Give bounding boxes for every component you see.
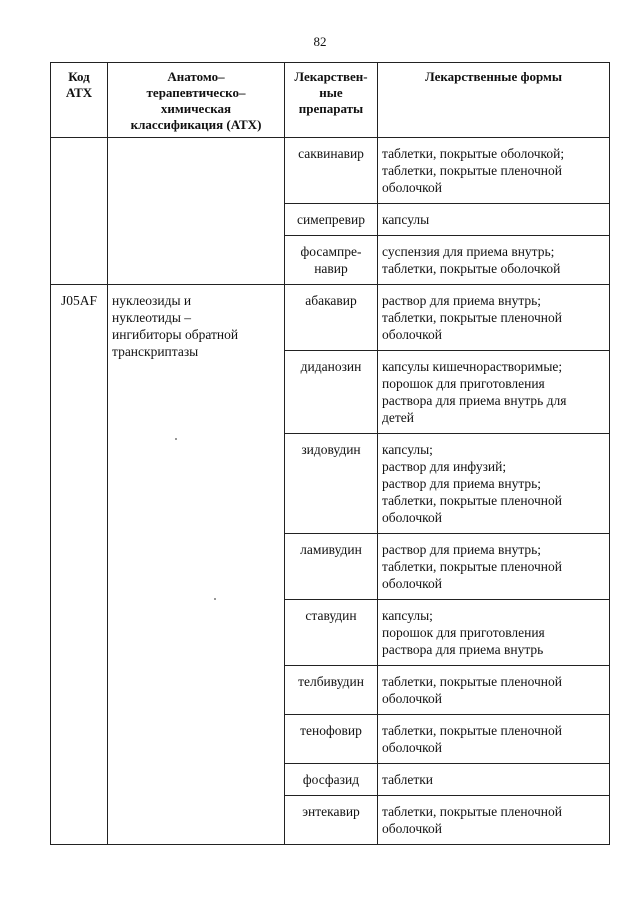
atx-code-cell [51,138,108,285]
dosage-forms-cell [378,764,610,796]
classification-cell [108,285,285,845]
drug-name-cell [285,600,378,666]
dosage-form-line: капсулы; [382,442,433,457]
classification-cell [108,138,285,285]
drug-name-line: ламивудин [300,542,362,557]
dosage-form-line: капсулы; [382,608,433,623]
dosage-form-line: таблетки, покрытые пленочной [382,723,563,738]
drug-name-cell [285,796,378,845]
dosage-forms-cell [378,796,610,845]
header-classification [108,63,285,138]
dosage-form-line: оболочкой [382,740,442,755]
drug-name-line: зидовудин [301,442,361,457]
dosage-forms-cell [378,434,610,534]
drug-name-line: энтекавир [302,804,360,819]
dosage-forms-cell [378,204,610,236]
dosage-form-line: раствор для инфузий; [382,459,507,474]
drug-name-line: тенофовир [300,723,362,738]
header-classification-line: Анатомо– [167,69,225,84]
dosage-form-line: оболочкой [382,327,442,342]
dosage-forms-cell [378,236,610,285]
dosage-form-line: раствора для приема внутрь для [382,393,567,408]
scan-speck [214,598,216,600]
header-classification-line: классификация (АТХ) [130,117,262,132]
dosage-form-line: раствора для приема внутрь [382,642,544,657]
dosage-form-line: таблетки, покрытые пленочной [382,493,563,508]
drug-name-line: симепревир [296,212,366,227]
dosage-form-line: капсулы кишечнорастворимые; [382,359,563,374]
scan-speck [175,438,177,440]
dosage-form-line: таблетки [382,772,434,787]
dosage-forms-cell [378,534,610,600]
drug-name-line: саквинавир [298,146,364,161]
header-drugs-line: Лекарствен- [294,69,368,84]
dosage-form-line: таблетки, покрытые оболочкой; [382,146,565,161]
dosage-form-line: детей [382,410,414,425]
header-classification-line: терапевтическо– [146,85,246,100]
table-body [51,138,610,845]
table-header-row [51,63,610,138]
dosage-form-line: оболочкой [382,180,442,195]
atx-code-cell: J05AF [51,285,108,845]
dosage-form-line: таблетки, покрытые пленочной [382,559,563,574]
drug-name-cell [285,764,378,796]
header-code [51,63,108,138]
dosage-form-line: оболочкой [382,691,442,706]
dosage-form-line: таблетки, покрытые пленочной [382,310,563,325]
dosage-form-line: суспензия для приема внутрь; [382,244,555,259]
drug-name-line: навир [314,261,348,276]
header-drugs [285,63,378,138]
drug-name-line: телбивудин [298,674,364,689]
header-code-line: АТХ [65,85,93,100]
dosage-forms-cell [378,285,610,351]
header-forms: Лекарственные формы [378,63,610,138]
dosage-forms-cell [378,138,610,204]
drug-name-line: фосампре- [300,244,362,259]
dosage-form-line: оболочкой [382,576,442,591]
atx-table [50,62,610,845]
dosage-form-line: раствор для приема внутрь; [382,542,542,557]
drug-name-cell [285,236,378,285]
drug-name-line: диданозин [300,359,362,374]
header-code-line: Код [68,69,90,84]
dosage-form-line: раствор для приема внутрь; [382,293,542,308]
classification-line: транскриптазы [112,344,199,359]
dosage-forms-cell [378,600,610,666]
dosage-form-line: таблетки, покрытые пленочной [382,674,563,689]
dosage-form-line: таблетки, покрытые пленочной [382,804,563,819]
header-classification-line: химическая [160,101,232,116]
page-number: 82 [313,34,327,49]
drug-name-cell [285,285,378,351]
drug-name-cell [285,534,378,600]
dosage-form-line: таблетки, покрытые оболочкой [382,261,561,276]
classification-line: ингибиторы обратной [112,327,239,342]
drug-name-line: фосфазид [302,772,360,787]
drug-name-cell [285,351,378,434]
dosage-form-line: раствор для приема внутрь; [382,476,542,491]
dosage-forms-cell [378,351,610,434]
classification-line: нуклеотиды – [112,310,192,325]
header-drugs-line: препараты [298,101,364,116]
dosage-form-line: таблетки, покрытые пленочной [382,163,563,178]
dosage-form-line: капсулы [382,212,430,227]
drug-name-line: абакавир [305,293,357,308]
table-row [51,138,610,204]
drug-name-cell [285,434,378,534]
dosage-form-line: оболочкой [382,821,442,836]
table-row [51,285,610,351]
drug-name-cell [285,138,378,204]
dosage-forms-cell [378,715,610,764]
dosage-forms-cell [378,666,610,715]
header-drugs-line: ные [319,85,343,100]
drug-name-line: ставудин [305,608,357,623]
classification-line: нуклеозиды и [112,293,192,308]
dosage-form-line: порошок для приготовления [382,376,545,391]
dosage-form-line: порошок для приготовления [382,625,545,640]
drug-name-cell [285,715,378,764]
drug-name-cell [285,204,378,236]
dosage-form-line: оболочкой [382,510,442,525]
drug-name-cell [285,666,378,715]
